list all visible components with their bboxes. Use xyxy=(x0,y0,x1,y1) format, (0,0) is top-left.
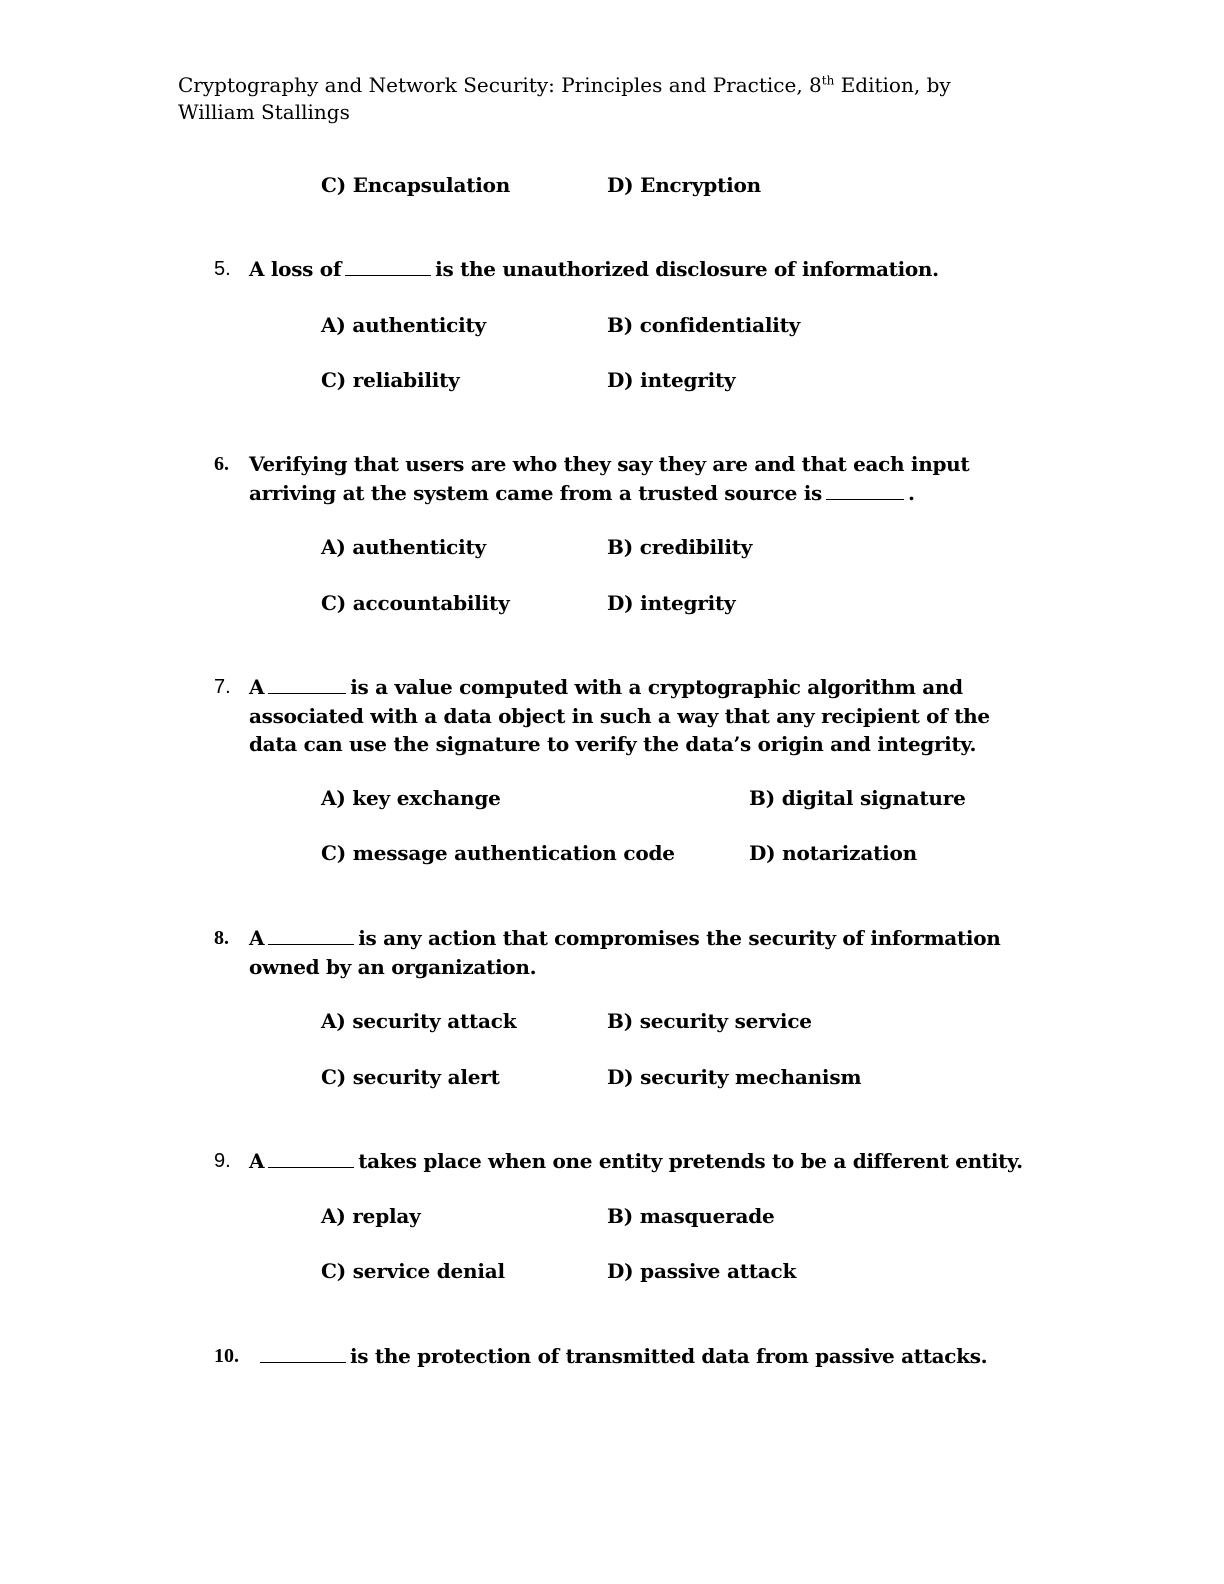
question-8-option-a: A) security attack xyxy=(321,1009,517,1033)
question-8-blank xyxy=(268,926,354,945)
question-8-number: 8. xyxy=(214,927,229,949)
question-7-text-after: is a value computed with a cryptographic algorithm and associated with a data object in such a way that any recipient of the data can use the signature to verify the data’s origin and integrity. xyxy=(249,675,990,756)
question-9-text-after: takes place when one entity pretends to be a different entity. xyxy=(358,1149,1023,1173)
question-10-text-after: is the protection of transmitted data from passive attacks. xyxy=(350,1344,988,1368)
question-8-option-d: D) security mechanism xyxy=(607,1065,862,1089)
question-6-text-before: Verifying that users are who they say they are and that each input arriving at the system came from a trusted source is xyxy=(249,452,970,505)
question-9-option-a: A) replay xyxy=(321,1204,421,1228)
question-6-number: 6. xyxy=(214,453,229,475)
question-8-option-b: B) security service xyxy=(607,1009,812,1033)
question-7-text-before: A xyxy=(249,675,265,699)
question-6-text xyxy=(249,450,1039,507)
question-5-number: 5. xyxy=(214,258,231,280)
question-10-text xyxy=(260,1342,1060,1371)
question-6-option-b: B) credibility xyxy=(607,535,753,559)
question-9-number: 9. xyxy=(214,1150,231,1172)
question-6-option-c: C) accountability xyxy=(321,591,510,615)
question-5-text-after: is the unauthorized disclosure of information. xyxy=(435,257,939,281)
question-8-text-after: is any action that compromises the security of information owned by an organization. xyxy=(249,926,1001,979)
header-title-prefix: Cryptography and Network Security: Principles and Practice, 8 xyxy=(178,73,822,97)
q4-option-c: C) Encapsulation xyxy=(321,173,511,197)
question-7-option-c: C) message authentication code xyxy=(321,841,675,865)
question-8-option-c: C) security alert xyxy=(321,1065,500,1089)
question-6-option-a: A) authenticity xyxy=(321,535,486,559)
question-6-option-d: D) integrity xyxy=(607,591,736,615)
question-5-text-before: A loss of xyxy=(249,257,342,281)
question-6-text-after: . xyxy=(908,480,915,505)
question-9-option-b: B) masquerade xyxy=(607,1204,775,1228)
question-7-option-b: B) digital signature xyxy=(749,786,966,810)
question-6-blank xyxy=(826,481,904,500)
question-9-option-d: D) passive attack xyxy=(607,1259,797,1283)
question-5-option-c: C) reliability xyxy=(321,368,460,392)
question-5-text xyxy=(249,255,1049,284)
header-title-suffix: Edition, by William Stallings xyxy=(178,73,951,124)
question-9-blank xyxy=(268,1149,354,1168)
question-10-number: 10. xyxy=(214,1345,239,1367)
question-7-blank xyxy=(268,675,346,694)
question-7-option-a: A) key exchange xyxy=(321,786,501,810)
question-5-option-d: D) integrity xyxy=(607,368,736,392)
question-10-blank xyxy=(260,1344,346,1363)
question-9-text xyxy=(249,1147,1049,1176)
question-9-option-c: C) service denial xyxy=(321,1259,505,1283)
question-9-text-before: A xyxy=(249,1149,265,1173)
question-7-number: 7. xyxy=(214,676,231,698)
question-8-text-before: A xyxy=(249,926,265,950)
document-header xyxy=(178,72,1028,126)
q4-option-d: D) Encryption xyxy=(607,173,761,197)
question-5-option-b: B) confidentiality xyxy=(607,313,801,337)
question-8-text xyxy=(249,924,1044,981)
header-superscript: th xyxy=(821,73,835,88)
question-5-blank xyxy=(345,257,431,276)
question-5-option-a: A) authenticity xyxy=(321,313,486,337)
question-7-text xyxy=(249,673,1039,759)
question-7-option-d: D) notarization xyxy=(749,841,918,865)
